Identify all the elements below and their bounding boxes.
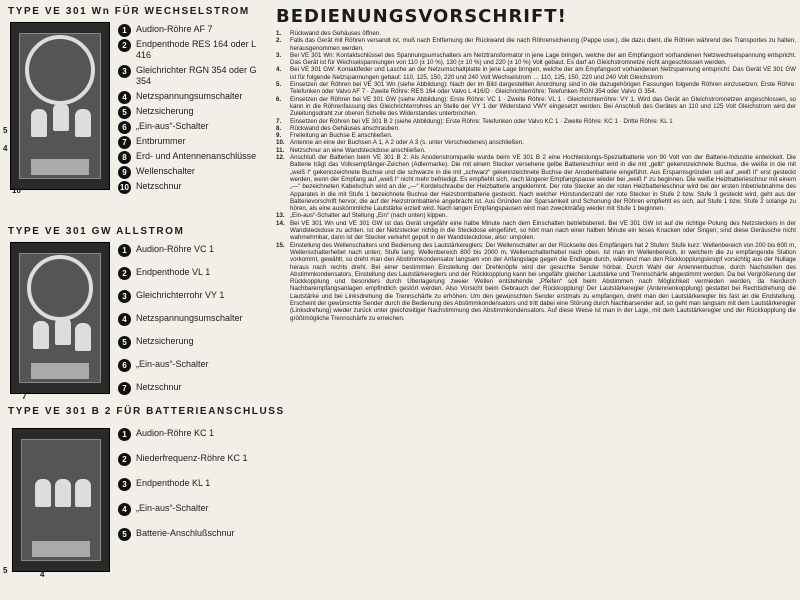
callout-10: 10	[12, 186, 21, 195]
list-item: 7 Entbrummer	[118, 136, 270, 147]
list-item: 2 Endpenthode RES 164 oder L 416	[118, 39, 270, 61]
section-title-ve301gw: TYPE VE 301 GW ALLSTROM	[8, 226, 185, 237]
list-item: 3 Gleichrichterrohr VY 1	[118, 290, 270, 301]
instruction-step: 1. Rückwand des Gehäuses öffnen.	[276, 30, 382, 37]
instruction-step: 9. Freileitung an Buchse E anschließen.	[276, 132, 393, 140]
list-item: 5 Netzsicherung	[118, 106, 270, 117]
instruction-step: 4. Bei VE 301 GW: Kontaktfeder und Lasche an der Netzumschaltplatte in jene Lage bringen, welche der am Empfangsort vorhandenen Netzspannung entspricht. Das Gerät VE 301 GW ist für folgende Netzspannungen gebaut: 110, 125, 150, 220 und 240 Volt Wechselstrom … 110, 125, 150, 220 und 240 Volt Gleichstrom	[276, 66, 796, 81]
legend-list-ve301b2	[118, 428, 270, 539]
instruction-step: 13. „Ein-aus“-Schalter auf Stellung „Ein“ (nach unten) kippen.	[276, 212, 448, 220]
component-legend-column	[0, 0, 285, 600]
instruction-step: 10. Antenne an eine der Buchsen A 1, A 2 oder A 3 (s. unter Verschiedenes) anschließen.	[276, 139, 524, 147]
instructions-column	[276, 6, 796, 322]
instruction-step: 6. Einsetzen der Röhren bei VE 301 GW (siehe Abbildung): Erste Röhre: VC 1 · Zweite Röhre: VL 1 · Gleichrichterröhre: VY 1. Wird das Gerät an Gleichstromnetzen angeschlossen, so kann in die Röhrenfassung des Gleichrichterrohres an Stelle der VY 1 der Widerstand VWY eingesetzt werden. Bei Anschluß des Gerätes an 110 und 125 Volt Gleichstrom wird der Zuleitungsdraht zur oberen Schelle des Widerstandes unterbrochen.	[276, 95, 796, 118]
instruction-step: 12. Anschluß der Batterien beim VE 301 B 2: Als Anodenstromquelle wurde beim VE 301 B 2 eine Hochleistungs-Spezialbatterie von 90 Volt von der Batterie-Industrie entwickelt. Die Batterie trägt das Volksempfänger-Zeichen (Adlermarke). Die mit einem Stecker versehene gelbe Batterieschnur wird in die mit „gelb“ gekennzeichnete Buchse, die weiße in die mit „weiß I“ gekennzeichnete Buchse und die schwarze in die mit „schwarz“ gekennzeichnete Buchse der Anodenbatterie eingeführt. Aus Ersparnisgründen soll auf „weiß II“ erst gesteckt werden, wenn der Empfang auf „weiß I“ nicht mehr befriedigt. Es empfiehlt sich, nach längerer Empfangspause wieder bei „weiß I“ zu beginnen. Die weiße Heizbatterieschnur mit einem „—“ bezeichneten Kabelschuh wird an die „—“ Kordelschraube der Heizbatterie angeklemmt. Der rote Stecker an der roten Heizbatterieschnur wird bei der ersten Inbetriebnahme des Apparates in die mit Stufe 1 bezeichnete Buchse der Heizstrombatterie gesteckt. Nach welcher Hörstundenzahl der rote Stecker in Stufe 2 bzw. Stufe 3 gesteckt wird, geht aus der Batterievorschrift hervor, die auf der Heizstrombatterie angebracht ist. Aus Gründen der Sparsamkeit und Schonung der Röhren empfiehlt es sich, auf Stufe 1 bzw. Stufe 2 solange zu hören, als eine auskömmliche Lautstärke erzielt wird. Nach langen Empfangspausen wird man zweckmäßig wieder mit Stufe 1 beginnen.	[276, 154, 796, 213]
instruction-step: 11. Netzschnur an eine Wandsteckdose anschließen.	[276, 146, 426, 154]
list-item: 3 Gleichrichter RGN 354 oder G 354	[118, 65, 270, 87]
instruction-step: 7. Einsetzen der Röhren bei VE 301 B 2 (siehe Abbildung): Erste Röhre: Telefunken oder Valvo KC 1 · Zweite Röhre: KC 1 · Dritte Röhre: KL 1	[276, 117, 673, 125]
instruction-step: 5. Einsetzen der Röhren bei VE 301 Wn (siehe Abbildung): Nach der im Bild dargestellten Anordnung sind in die dazugehörigen Fassungen folgende Röhren einzusetzen: Erste Röhre: Telefunken oder Valvo AF 7 · Zweite Röhre: RES 164 oder Valvo L 416/D · Gleichrichterröhre: Telefunken RGN 354 oder Valvo G 354.	[276, 81, 796, 96]
list-item: 4 Netzspannungsumschalter	[118, 91, 270, 102]
list-item: 10 Netzschnur	[118, 181, 270, 192]
callout-5: 5	[3, 126, 8, 135]
list-item: 1 Audion-Röhre KC 1	[118, 428, 270, 439]
instruction-step: 3. Bei VE 301 Wn: Kontaktschlüssel des Spannungsumschalters am Netztransformator in jene Lage bringen, welche der am Empfangsort vorhandenen Netzwechselspannung entspricht. Das Gerät ist für Wechselspannungen von 110 (± 10 %), 130 (± 10 %) und 220 (± 10 %) Volt gebaut. Es darf an Gleichstromnetze nicht angeschlossen werden.	[276, 51, 796, 67]
list-item: 6 „Ein-aus“-Schalter	[118, 359, 270, 370]
instruction-step: 15. Einstellung des Wellenschalters und Bedienung des Lautstärkereglers: Der Wellenschalter an der Rückseite des Empfängers hat 2 Stufen: Stufe kurz: Wellenbereich von 200 bis 600 m, Wellenschalterhebel nach unten; Stufe lang: Wellenbereich 800 bis 2000 m, Wellenschalterhebel nach oben. Ist man im Wellenbereich, in welchem die zu empfangende Station vorkommt, gewählt, so dreht man den Abstimmkondensator langsam von der Anfangslage gegen die Endlage durch, während man den Rückkopplungsknopf vorsichtig aus der Nullage heraus nach rechts dreht. Bei einer bestimmten Einstellung der Drehknöpfe wird der gesuchte Sender hörbar. Durch Wahl der Antennenbuchse, durch Nachstellen des Abstimmkondensators, Einstellung des Lautstärkereglers und der Rückkopplung kann bei ungefähr gleicher Lautstärke und Trennschärfe abgestimmt werden. Da bei Vergrößerung der Rückkopplung und besonders durch Überlagerung zweier Wellen entstehende „Pfeifen“ soll beim Abstimmen nach Möglichkeit vermieden werden, da hierdurch Nachbarempfangsanlagen empfindlich gestört werden. Also Vorsicht beim Gebrauch der Rückkopplung! Der Lautstärkeregler (Antennenkopplung) gestattet bei Rechtsdrehung die Lautstärke und bei Linksdrehung die Trennschärfe zu erhöhen. Um den gewünschten Sender erstmals zu empfangen, dreht man den Lautstärkeregler bis fast an die Endstellung. Erscheint der gewünschte Sender durch die Bedienung des Abstimmkondensators und tritt dabei eine Störung durch Nachbarsender auf, so geht man langsam mit dem Lautstärkeregler (Linksdrehung) wieder zurück unter gleichzeitiger Nachstimmung des Abstimmkondensators. Auf diese Weise ist man in der Lage, mit dem Lautstärkeregler und der Rückkopplung die größtmögliche Trennschärfe zu erreichen.	[276, 241, 796, 322]
page-title: BEDIENUNGSVORSCHRIFT!	[276, 6, 567, 27]
list-item: 5 Netzsicherung	[118, 336, 270, 347]
list-item: 6 „Ein-aus“-Schalter	[118, 121, 270, 132]
instruction-steps	[276, 30, 796, 322]
photo-ve301wn	[10, 22, 110, 190]
legend-list-ve301gw	[118, 244, 270, 393]
list-item: 2 Endpenthode VL 1	[118, 267, 270, 278]
list-item: 7 Netzschnur	[118, 382, 270, 393]
list-item: 4 Netzspannungsumschalter	[118, 313, 270, 324]
section-title-ve301b2: TYPE VE 301 B 2 FÜR BATTERIEANSCHLUSS	[8, 406, 285, 417]
legend-list-ve301wn	[118, 24, 270, 192]
list-item: 1 Audion-Röhre VC 1	[118, 244, 270, 255]
photo-ve301gw	[10, 242, 110, 394]
list-item: 9 Wellenschalter	[118, 166, 270, 177]
instruction-step: 14. Bei VE 301 Wn und VE 301 GW ist das Gerät ungefähr eine halbe Minute nach dem Einschalten betriebsbereit. Bei VE 301 GW ist auf die richtige Polung des Netzsteckers in der Wandsteckdose zu achten. Ist der Netzstecker richtig in die Steckdose eingeführt, so hört man nach einer halben Minute ein leises Knacken oder Singen; sind diese Geräusche nicht wahrnehmbar, dann ist der Stecker verkehrt gepolt in der Wandsteckdose, also: umpolen.	[276, 219, 796, 242]
list-item: 8 Erd- und Antennenanschlüsse	[118, 151, 270, 162]
callout-5: 5	[3, 566, 8, 575]
instruction-step: 8. Rückwand des Gehäuses anschrauben.	[276, 124, 400, 132]
list-item: 5 Batterie-Anschlußschnur	[118, 528, 270, 539]
list-item: 2 Niederfrequenz-Röhre KC 1	[118, 453, 270, 464]
section-title-ve301wn: TYPE VE 301 Wn FÜR WECHSELSTROM	[8, 6, 250, 17]
callout-4: 4	[40, 570, 45, 579]
callout-4: 4	[3, 144, 8, 153]
list-item: 3 Endpenthode KL 1	[118, 478, 270, 489]
list-item: 1 Audion-Röhre AF 7	[118, 24, 270, 35]
callout-7: 7	[22, 392, 27, 401]
photo-ve301b2	[12, 428, 110, 572]
instruction-step: 2. Falls das Gerät mit Röhren versandt ist, muß nach Entfernung der Rückwand die nach Röhrensicherung (Pappe usw.), die dazu dient, die Röhren während des Transportes zu halten, herausgenommen werden.	[276, 37, 796, 52]
list-item: 4 „Ein-aus“-Schalter	[118, 503, 270, 514]
